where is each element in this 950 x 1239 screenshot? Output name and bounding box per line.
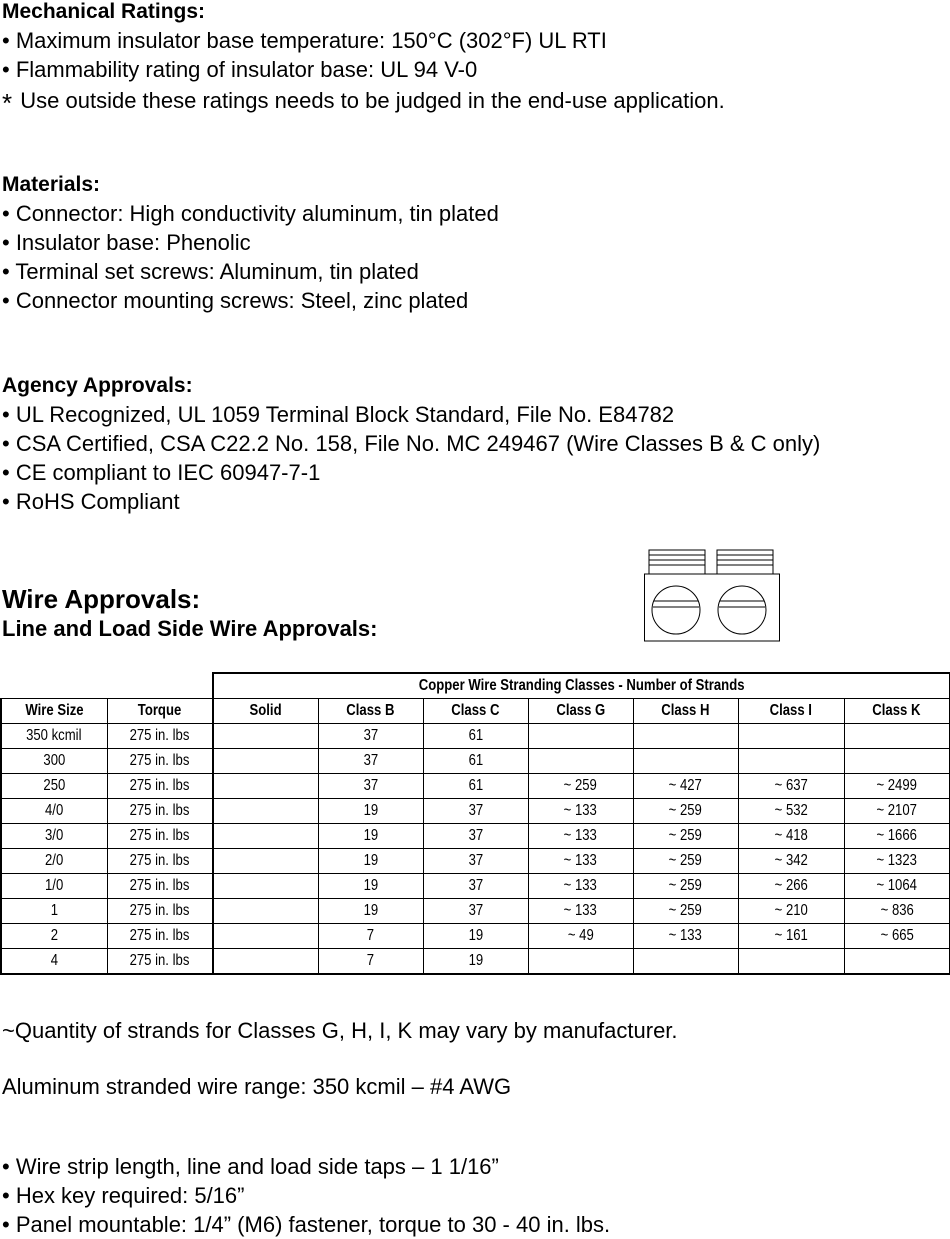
table-cell xyxy=(633,724,738,749)
footer-list xyxy=(2,1152,610,1239)
table-cell: ~ 418 xyxy=(738,824,844,849)
table-cell: 275 in. lbs xyxy=(107,949,213,975)
table-cell: 275 in. lbs xyxy=(107,849,213,874)
table-cell: 37 xyxy=(318,774,423,799)
table-cell: ~ 133 xyxy=(528,874,633,899)
table-cell: ~ 532 xyxy=(738,799,844,824)
table-row xyxy=(1,749,950,774)
table-cell: 1/0 xyxy=(1,874,107,899)
table-cell: ~ 259 xyxy=(633,899,738,924)
footer-item: • Panel mountable: 1/4” (M6) fastener, torque to 30 - 40 in. lbs. xyxy=(2,1212,611,1237)
blank-header-cell xyxy=(1,673,213,699)
table-cell xyxy=(213,899,318,924)
table-cell: 250 xyxy=(1,774,107,799)
table-cell: ~ 665 xyxy=(844,924,950,949)
table-cell: 61 xyxy=(423,749,528,774)
materials-heading: Materials: xyxy=(2,173,101,196)
agency-item: • UL Recognized, UL 1059 Terminal Block Standard, File No. E84782 xyxy=(2,402,675,427)
table-cell: 275 in. lbs xyxy=(107,749,213,774)
set-screw-right xyxy=(717,550,773,574)
agency-heading: Agency Approvals: xyxy=(2,374,193,397)
table-cell: 19 xyxy=(318,874,423,899)
table-row xyxy=(1,899,950,924)
table-cell: ~ 342 xyxy=(738,849,844,874)
column-header: Class C xyxy=(423,699,528,724)
table-cell: 37 xyxy=(423,874,528,899)
table-cell xyxy=(528,724,633,749)
column-header: Class I xyxy=(738,699,844,724)
mechanical-section xyxy=(2,0,725,118)
table-cell: 4 xyxy=(1,949,107,975)
table-cell xyxy=(213,749,318,774)
table-cell: 275 in. lbs xyxy=(107,774,213,799)
table-row xyxy=(1,849,950,874)
group-header: Copper Wire Stranding Classes - Number of Strands xyxy=(213,673,950,699)
agency-item: • CSA Certified, CSA C22.2 No. 158, File No. MC 249467 (Wire Classes B & C only) xyxy=(2,431,821,456)
footer-item: • Wire strip length, line and load side taps – 1 1/16” xyxy=(2,1154,499,1179)
materials-item: • Connector mounting screws: Steel, zinc plated xyxy=(2,288,469,313)
table-cell: ~ 1064 xyxy=(844,874,950,899)
table-cell xyxy=(738,949,844,975)
wire-subheading: Line and Load Side Wire Approvals: xyxy=(2,616,378,641)
table-cell xyxy=(844,749,950,774)
table-cell: ~ 637 xyxy=(738,774,844,799)
table-cell: 19 xyxy=(318,849,423,874)
table-row xyxy=(1,799,950,824)
table-cell: 4/0 xyxy=(1,799,107,824)
terminal-hole-right xyxy=(718,586,766,634)
materials-item: • Insulator base: Phenolic xyxy=(2,230,251,255)
table-cell: 37 xyxy=(318,749,423,774)
table-cell: ~ 161 xyxy=(738,924,844,949)
table-cell: 19 xyxy=(318,824,423,849)
table-row xyxy=(1,874,950,899)
table-cell xyxy=(213,949,318,975)
table-cell xyxy=(213,874,318,899)
table-row xyxy=(1,774,950,799)
table-cell: 1 xyxy=(1,899,107,924)
table-cell: 300 xyxy=(1,749,107,774)
table-cell: ~ 1666 xyxy=(844,824,950,849)
column-header: Wire Size xyxy=(1,699,107,724)
terminal-hole-left xyxy=(652,586,700,634)
table-cell: 7 xyxy=(318,924,423,949)
table-cell: ~ 259 xyxy=(633,824,738,849)
table-cell: ~ 259 xyxy=(633,874,738,899)
table-cell: 2/0 xyxy=(1,849,107,874)
table-cell: ~ 427 xyxy=(633,774,738,799)
mechanical-item: • Maximum insulator base temperature: 150°C (302°F) UL RTI xyxy=(2,28,607,53)
table-cell: 37 xyxy=(318,724,423,749)
table-row xyxy=(1,824,950,849)
table-cell: 7 xyxy=(318,949,423,975)
table-cell: ~ 133 xyxy=(528,799,633,824)
table-cell: ~ 2107 xyxy=(844,799,950,824)
wire-approval-table xyxy=(0,672,950,975)
set-screw-left xyxy=(649,550,705,574)
agency-item: • CE compliant to IEC 60947-7-1 xyxy=(2,460,321,485)
table-cell: 275 in. lbs xyxy=(107,799,213,824)
table-row xyxy=(1,724,950,749)
table-cell: 19 xyxy=(318,899,423,924)
table-cell: 61 xyxy=(423,774,528,799)
table-cell xyxy=(528,949,633,975)
table-cell: 275 in. lbs xyxy=(107,824,213,849)
table-cell xyxy=(844,949,950,975)
table-cell: ~ 836 xyxy=(844,899,950,924)
table-cell xyxy=(738,749,844,774)
table-cell xyxy=(844,724,950,749)
materials-section xyxy=(2,170,499,315)
table-cell: ~ 133 xyxy=(528,849,633,874)
table-row xyxy=(1,949,950,975)
table-cell: 19 xyxy=(423,949,528,975)
table-row xyxy=(1,924,950,949)
table-cell: 2 xyxy=(1,924,107,949)
materials-item: • Connector: High conductivity aluminum, tin plated xyxy=(2,201,499,226)
table-cell: 37 xyxy=(423,899,528,924)
agency-item: • RoHS Compliant xyxy=(2,489,180,514)
table-cell: 19 xyxy=(318,799,423,824)
table-cell: 275 in. lbs xyxy=(107,899,213,924)
table-cell: 37 xyxy=(423,799,528,824)
table-cell: 61 xyxy=(423,724,528,749)
table-cell: ~ 133 xyxy=(528,899,633,924)
column-header: Class H xyxy=(633,699,738,724)
wire-heading: Wire Approvals: xyxy=(2,584,201,614)
column-header: Class B xyxy=(318,699,423,724)
table-cell xyxy=(528,749,633,774)
table-cell: ~ 259 xyxy=(633,799,738,824)
asterisk: * xyxy=(2,88,13,118)
table-cell: 275 in. lbs xyxy=(107,874,213,899)
table-cell: 3/0 xyxy=(1,824,107,849)
table-cell xyxy=(213,924,318,949)
table-cell: ~ 259 xyxy=(528,774,633,799)
mechanical-note-text: Use outside these ratings needs to be judged in the end-use application. xyxy=(20,88,725,113)
table-cell: ~ 133 xyxy=(633,924,738,949)
strands-note: ~Quantity of strands for Classes G, H, I, K may vary by manufacturer. xyxy=(2,1018,678,1043)
table-cell: ~ 210 xyxy=(738,899,844,924)
table-cell xyxy=(738,724,844,749)
table-cell xyxy=(213,824,318,849)
table-cell: 37 xyxy=(423,849,528,874)
table-cell: 275 in. lbs xyxy=(107,724,213,749)
table-cell: 19 xyxy=(423,924,528,949)
table-cell xyxy=(213,774,318,799)
table-cell: ~ 259 xyxy=(633,849,738,874)
table-cell xyxy=(213,849,318,874)
mechanical-heading: Mechanical Ratings: xyxy=(2,0,206,23)
table-cell: 37 xyxy=(423,824,528,849)
table-cell: ~ 1323 xyxy=(844,849,950,874)
table-cell: ~ 266 xyxy=(738,874,844,899)
footer-item: • Hex key required: 5/16” xyxy=(2,1183,245,1208)
wire-section xyxy=(2,584,377,643)
mechanical-item: • Flammability rating of insulator base: UL 94 V-0 xyxy=(2,57,478,82)
table-cell: ~ 133 xyxy=(528,824,633,849)
table-cell: ~ 2499 xyxy=(844,774,950,799)
materials-item: • Terminal set screws: Aluminum, tin plated xyxy=(2,259,419,284)
table-cell: 275 in. lbs xyxy=(107,924,213,949)
table-cell xyxy=(213,724,318,749)
mechanical-note xyxy=(2,86,725,118)
table-cell xyxy=(633,749,738,774)
table-cell: 350 kcmil xyxy=(1,724,107,749)
agency-section xyxy=(2,371,820,516)
table-cell xyxy=(213,799,318,824)
table-cell xyxy=(633,949,738,975)
column-header: Class G xyxy=(528,699,633,724)
aluminum-note: Aluminum stranded wire range: 350 kcmil – #4 AWG xyxy=(2,1074,512,1099)
column-header: Torque xyxy=(107,699,213,724)
column-header: Class K xyxy=(844,699,950,724)
column-header: Solid xyxy=(213,699,318,724)
table-cell: ~ 49 xyxy=(528,924,633,949)
connector-diagram xyxy=(644,549,780,642)
